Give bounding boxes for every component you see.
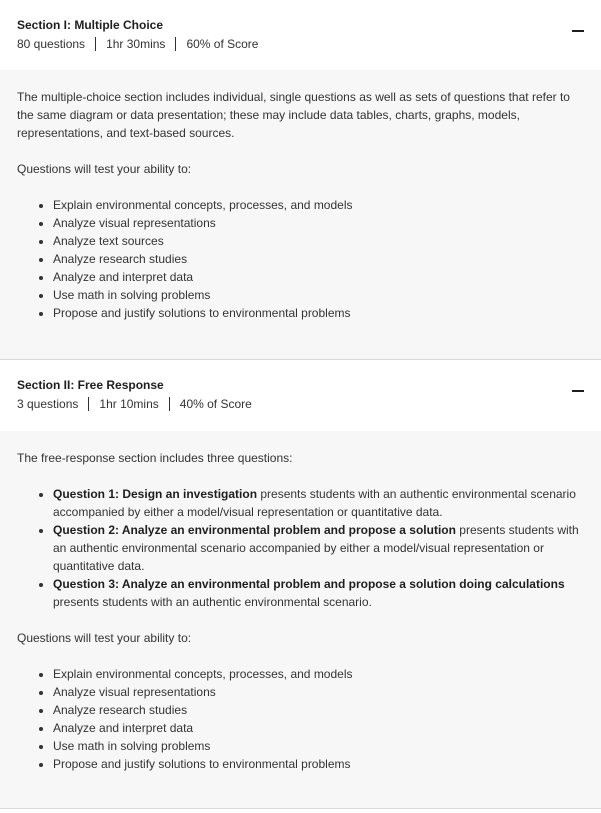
- skills-intro: Questions will test your ability to:: [17, 631, 192, 645]
- skills-intro: Questions will test your ability to:: [17, 162, 192, 176]
- question-text: presents students with an authentic environmental scenario accompanied by either a model/visual representation or quantitative data.: [53, 523, 579, 573]
- skills-list: [17, 665, 584, 773]
- question-count: 80 questions: [17, 37, 86, 51]
- list-item: • Analyze research studies: [53, 701, 584, 719]
- section-meta: [17, 396, 584, 412]
- list-item: • Explain environmental concepts, processes, and models: [53, 196, 584, 214]
- section-multiple-choice: [0, 0, 601, 360]
- list-item: • Analyze visual representations: [53, 683, 584, 701]
- section-title: Section I: Multiple Choice: [17, 18, 164, 32]
- collapse-icon[interactable]: [571, 384, 585, 398]
- questions-list: [17, 485, 584, 611]
- list-item: [53, 485, 584, 521]
- section-title: Section II: Free Response: [17, 378, 164, 392]
- meta-separator: [175, 37, 176, 51]
- list-item: • Analyze visual representations: [53, 214, 584, 232]
- meta-separator: [169, 397, 170, 411]
- question-text: presents students with an authentic environmental scenario accompanied by either a model/visual representation or quantitative data.: [53, 487, 576, 519]
- list-item: • Analyze and interpret data: [53, 719, 584, 737]
- question-label: Question 2: Analyze an environmental problem and propose a solution: [53, 523, 456, 537]
- score-weight: 60% of Score: [186, 37, 259, 51]
- list-item: • Analyze research studies: [53, 250, 584, 268]
- list-item: • Propose and justify solutions to environmental problems: [53, 755, 584, 773]
- score-weight: 40% of Score: [179, 397, 252, 411]
- section-header[interactable]: [0, 360, 601, 431]
- time-limit: 1hr 30mins: [106, 37, 166, 51]
- time-limit: 1hr 10mins: [99, 397, 159, 411]
- question-count: 3 questions: [17, 397, 79, 411]
- section-header[interactable]: [0, 0, 601, 70]
- meta-separator: [95, 37, 96, 51]
- question-label: Question 3: Analyze an environmental problem and propose a solution doing calculations: [53, 577, 565, 591]
- list-item: [53, 521, 584, 575]
- question-label: Question 1: Design an investigation: [53, 487, 258, 501]
- list-item: • Analyze and interpret data: [53, 268, 584, 286]
- skills-list: [17, 196, 584, 322]
- question-text: presents students with an authentic environmental scenario.: [53, 595, 372, 609]
- section-body: [0, 70, 601, 359]
- collapse-icon[interactable]: [571, 24, 585, 38]
- list-item: [53, 575, 584, 611]
- section-free-response: [0, 360, 601, 809]
- section-body: [0, 431, 601, 808]
- meta-separator: [88, 397, 89, 411]
- section-meta: [17, 36, 584, 52]
- section-description: The multiple-choice section includes individual, single questions as well as sets of questions that refer to the same diagram or data presentation; these may include data tables, charts, graphs, models, representations, and text-based sources.: [17, 90, 570, 140]
- list-item: • Use math in solving problems: [53, 737, 584, 755]
- section-description: The free-response section includes three questions:: [17, 451, 293, 465]
- list-item: • Propose and justify solutions to environmental problems: [53, 304, 584, 322]
- list-item: • Use math in solving problems: [53, 286, 584, 304]
- list-item: • Analyze text sources: [53, 232, 584, 250]
- list-item: • Explain environmental concepts, processes, and models: [53, 665, 584, 683]
